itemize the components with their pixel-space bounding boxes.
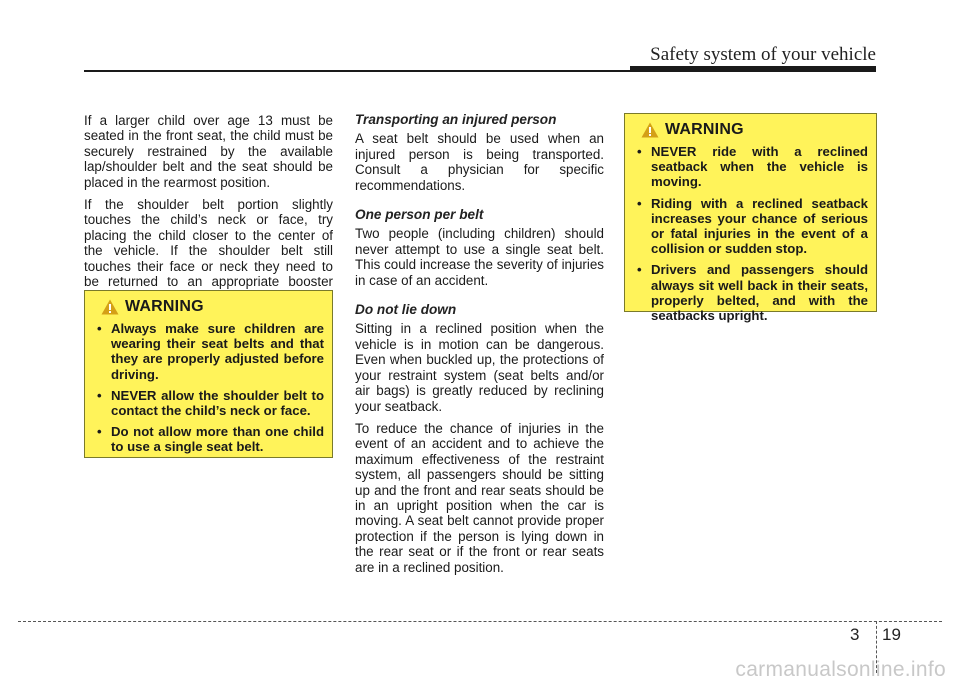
- warning-box-children: [84, 290, 333, 458]
- warning-item: • Riding with a reclined seatback increases your chance of serious or fatal injuries in the event of a collision or sudden stop.: [633, 196, 868, 257]
- warning-triangle-icon: [101, 299, 119, 315]
- warning-item: • Drivers and passengers should always sit well back in their seats, properly belted, and with the seatbacks upright.: [633, 262, 868, 323]
- body-paragraph: If a larger child over age 13 must be seated in the front seat, the child must be securely restrained by the available lap/shoulder belt and the seat should be placed in the rearmost position.: [84, 113, 333, 190]
- section-title: Safety system of your vehicle: [650, 44, 876, 65]
- header-rule-accent: [630, 66, 876, 72]
- warning-item: • Do not allow more than one child to use a single seat belt.: [93, 424, 324, 454]
- warning-box-reclined: [624, 113, 877, 324]
- warning-header: [93, 299, 324, 315]
- section-heading: Do not lie down: [355, 302, 457, 318]
- section-heading: One person per belt: [355, 207, 484, 223]
- warning-list: [633, 144, 868, 323]
- warning-item: • NEVER ride with a reclined seatback when the vehicle is moving.: [633, 144, 868, 190]
- warning-header: [633, 122, 868, 138]
- warning-list: [93, 321, 324, 455]
- body-paragraph: A seat belt should be used when an injured person is being transported. Consult a physician for specific recommendations.: [355, 131, 604, 193]
- footer-rule: [18, 621, 942, 622]
- middle-column: [355, 112, 604, 582]
- watermark: carmanualsonline.info: [735, 658, 946, 681]
- body-paragraph: Sitting in a reclined position when the vehicle is in motion can be dangerous. Even when buckled up, the protections of your restraint system (seat belts and/or air bags) is greatly reduced by reclining your seatback.: [355, 321, 604, 414]
- left-column: [84, 113, 333, 316]
- warning-item: • NEVER allow the shoulder belt to contact the child’s neck or face.: [93, 388, 324, 418]
- warning-title: WARNING: [125, 298, 204, 316]
- body-paragraph: To reduce the chance of injuries in the event of an accident and to achieve the maximum effectiveness of the restraint system, all passengers should be sitting up and the front and rear seats should be in an upright position when the car is moving. A seat belt cannot provide proper protection if the person is lying down in the rear seat or if the front or rear seats are in a reclined position.: [355, 420, 604, 575]
- warning-triangle-icon: [641, 122, 659, 138]
- warning-item: • Always make sure children are wearing their seat belts and that they are properly adjusted before driving.: [93, 321, 324, 382]
- body-paragraph: Two people (including children) should never attempt to use a single seat belt. This could increase the severity of injuries in case of an accident.: [355, 226, 604, 288]
- page-number: 19: [882, 625, 901, 644]
- section-heading: Transporting an injured person: [355, 112, 557, 127]
- warning-title: WARNING: [665, 121, 744, 139]
- body-paragraph: If the shoulder belt portion slightly touches the child’s neck or face, try placing the child closer to the center of the vehicle. If the shoulder belt still touches their face or neck they need to be returned to an appropriate booster: [84, 197, 333, 290]
- chapter-number: 3: [850, 625, 860, 644]
